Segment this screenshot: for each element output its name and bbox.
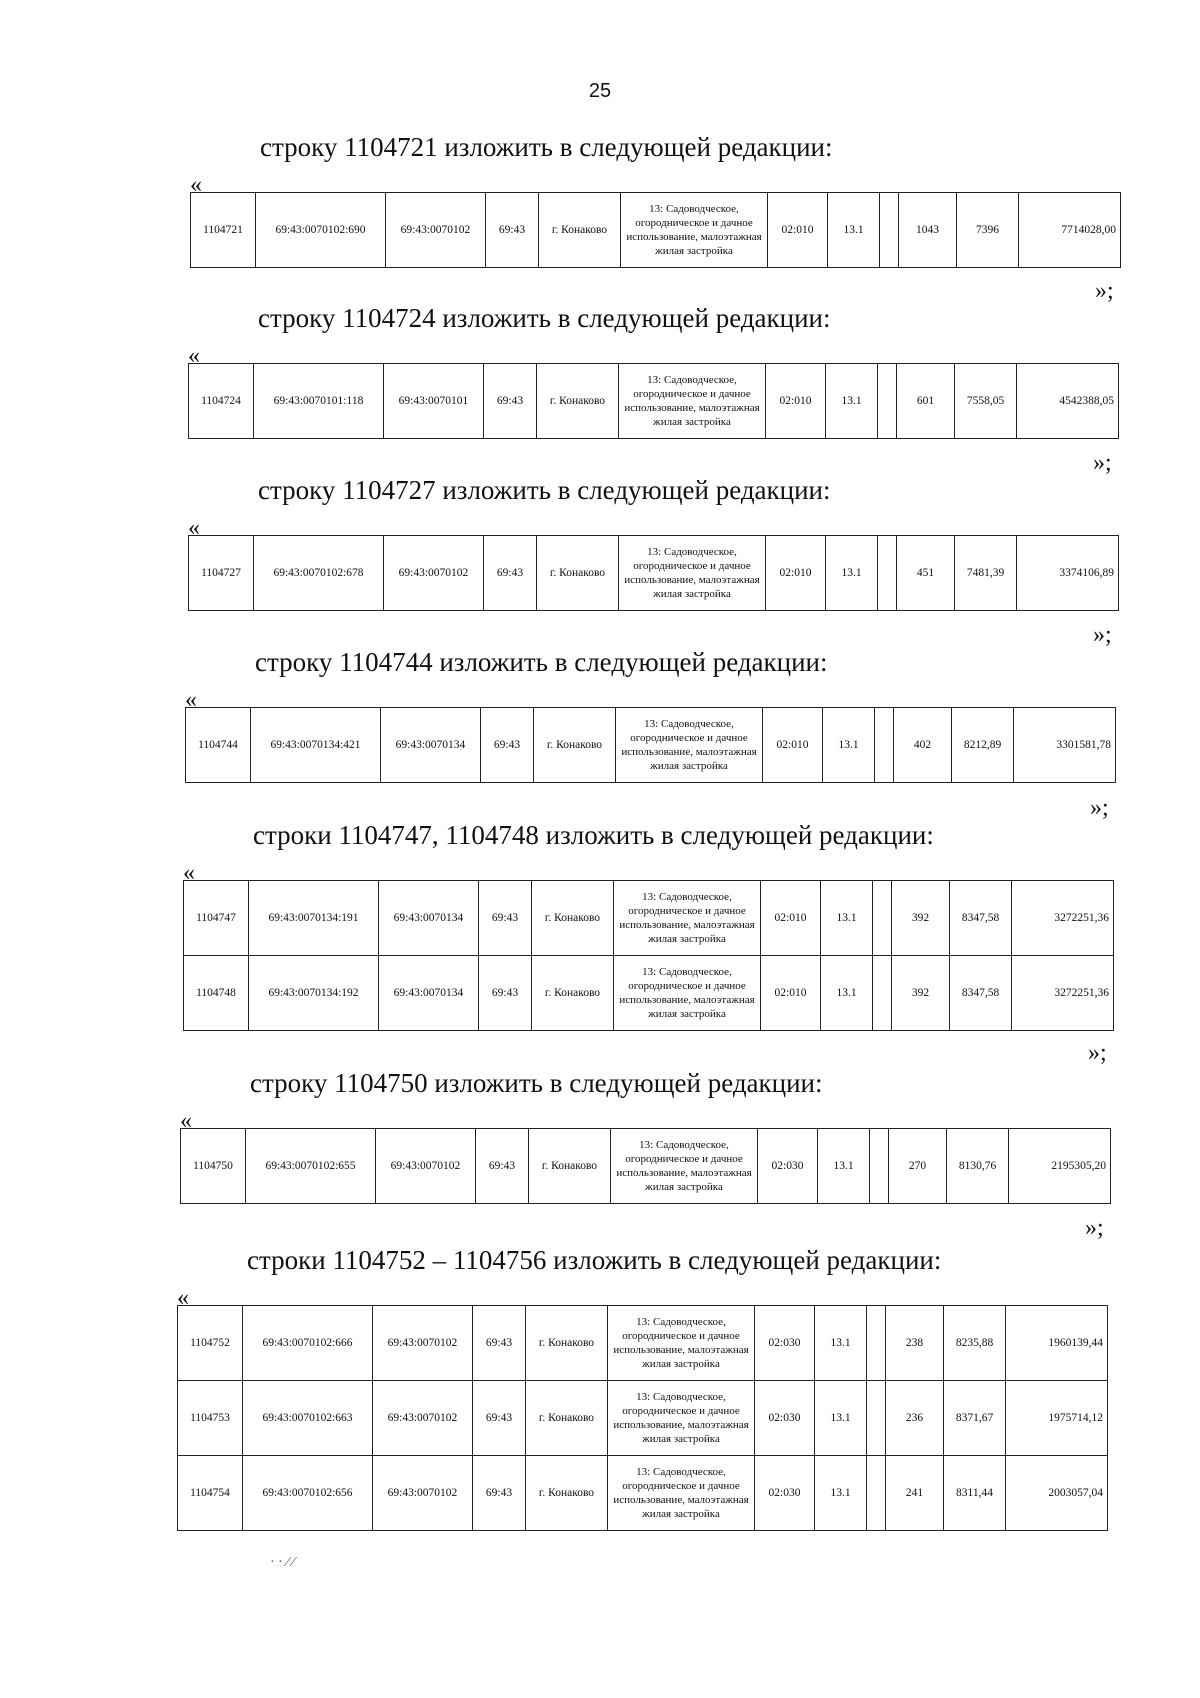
cell-district: 69:43 <box>484 536 537 611</box>
cell-locality: г. Конаково <box>526 1381 608 1456</box>
cell-code: 02:010 <box>768 193 828 268</box>
cell-blank <box>875 708 894 783</box>
cell-cadastral: 69:43:0070102:678 <box>254 536 384 611</box>
open-quote-mark: « <box>177 1285 189 1311</box>
cell-id: 1104753 <box>178 1381 243 1456</box>
cell-blank <box>867 1456 886 1531</box>
section-heading: строки 1104752 – 1104756 изложить в следующей редакции: <box>247 1245 942 1275</box>
cell-district: 69:43 <box>473 1456 526 1531</box>
registry-table <box>188 535 1119 611</box>
cell-usage: 13: Садоводческое, огородническое и дачное использование, малоэтажная жилая застройка <box>611 1129 758 1204</box>
table-row <box>184 881 1114 956</box>
cell-district: 69:43 <box>476 1129 529 1204</box>
cell-value: 3301581,78 <box>1014 708 1116 783</box>
cell-locality: г. Конаково <box>534 708 616 783</box>
cell-quarter: 69:43:0070102 <box>376 1129 476 1204</box>
cell-district: 69:43 <box>484 364 537 439</box>
cell-code: 02:030 <box>758 1129 818 1204</box>
close-quote-mark: »; <box>1090 795 1109 821</box>
cell-rate: 8311,44 <box>944 1456 1006 1531</box>
cell-rate: 7558,05 <box>955 364 1017 439</box>
cell-code: 02:010 <box>766 364 826 439</box>
cell-locality: г. Конаково <box>526 1456 608 1531</box>
cell-cadastral: 69:43:0070102:666 <box>243 1306 373 1381</box>
cell-code: 02:010 <box>761 881 821 956</box>
cell-usage: 13: Садоводческое, огородническое и дачное использование, малоэтажная жилая застройка <box>608 1381 755 1456</box>
section-heading: строку 1104724 изложить в следующей редакции: <box>258 303 831 333</box>
cell-usage: 13: Садоводческое, огородническое и дачное использование, малоэтажная жилая застройка <box>614 956 761 1031</box>
cell-usage: 13: Садоводческое, огородническое и дачное использование, малоэтажная жилая застройка <box>621 193 768 268</box>
cell-id: 1104744 <box>186 708 251 783</box>
cell-area: 1043 <box>899 193 957 268</box>
cell-quarter: 69:43:0070134 <box>381 708 481 783</box>
cell-code: 02:030 <box>755 1306 815 1381</box>
page-number: 25 <box>588 80 612 102</box>
cell-value: 7714028,00 <box>1019 193 1121 268</box>
cell-area: 392 <box>892 881 950 956</box>
cell-group: 13.1 <box>818 1129 870 1204</box>
cell-value: 3374106,89 <box>1017 536 1119 611</box>
section-heading: строки 1104747, 1104748 изложить в следующей редакции: <box>253 820 934 850</box>
cell-quarter: 69:43:0070134 <box>379 881 479 956</box>
cell-id: 1104721 <box>191 193 256 268</box>
cell-rate: 7396 <box>957 193 1019 268</box>
cell-usage: 13: Садоводческое, огородническое и дачное использование, малоэтажная жилая застройка <box>616 708 763 783</box>
open-quote-mark: « <box>188 343 200 369</box>
cell-cadastral: 69:43:0070134:421 <box>251 708 381 783</box>
registry-table <box>185 707 1116 783</box>
registry-table <box>188 363 1119 439</box>
cell-group: 13.1 <box>828 193 880 268</box>
cell-cadastral: 69:43:0070102:656 <box>243 1456 373 1531</box>
table-row <box>178 1456 1108 1531</box>
cell-group: 13.1 <box>815 1456 867 1531</box>
close-quote-mark: »; <box>1088 1040 1107 1066</box>
cell-quarter: 69:43:0070134 <box>379 956 479 1031</box>
table-row <box>178 1306 1108 1381</box>
cell-district: 69:43 <box>481 708 534 783</box>
open-quote-mark: « <box>185 687 197 713</box>
close-quote-mark: »; <box>1085 1215 1104 1241</box>
cell-cadastral: 69:43:0070134:192 <box>249 956 379 1031</box>
section-heading: строку 1104727 изложить в следующей редакции: <box>258 475 831 505</box>
cell-blank <box>880 193 899 268</box>
cell-locality: г. Конаково <box>526 1306 608 1381</box>
cell-group: 13.1 <box>823 708 875 783</box>
cell-quarter: 69:43:0070102 <box>373 1306 473 1381</box>
open-quote-mark: « <box>180 1108 192 1134</box>
cell-blank <box>873 956 892 1031</box>
cell-quarter: 69:43:0070102 <box>373 1381 473 1456</box>
registry-table <box>177 1305 1108 1531</box>
scan-mark: · · ⁄ ⁄ <box>270 1555 295 1570</box>
cell-id: 1104752 <box>178 1306 243 1381</box>
cell-group: 13.1 <box>815 1381 867 1456</box>
cell-locality: г. Конаково <box>539 193 621 268</box>
cell-usage: 13: Садоводческое, огородническое и дачное использование, малоэтажная жилая застройка <box>608 1456 755 1531</box>
cell-blank <box>867 1306 886 1381</box>
cell-area: 241 <box>886 1456 944 1531</box>
close-quote-mark: »; <box>1095 278 1114 304</box>
close-quote-mark: »; <box>1093 450 1112 476</box>
cell-rate: 8347,58 <box>950 881 1012 956</box>
cell-district: 69:43 <box>479 881 532 956</box>
cell-blank <box>867 1381 886 1456</box>
cell-locality: г. Конаково <box>529 1129 611 1204</box>
table-row <box>191 193 1121 268</box>
cell-cadastral: 69:43:0070134:191 <box>249 881 379 956</box>
table-row <box>189 536 1119 611</box>
cell-id: 1104724 <box>189 364 254 439</box>
cell-value: 3272251,36 <box>1012 881 1114 956</box>
cell-id: 1104747 <box>184 881 249 956</box>
registry-table <box>190 192 1121 268</box>
cell-group: 13.1 <box>826 536 878 611</box>
table-row <box>178 1381 1108 1456</box>
cell-id: 1104727 <box>189 536 254 611</box>
cell-district: 69:43 <box>473 1381 526 1456</box>
open-quote-mark: « <box>190 172 202 198</box>
cell-code: 02:010 <box>763 708 823 783</box>
table-row <box>184 956 1114 1031</box>
cell-rate: 8212,89 <box>952 708 1014 783</box>
section-heading: строку 1104721 изложить в следующей редакции: <box>260 132 833 162</box>
section-heading: строку 1104744 изложить в следующей редакции: <box>255 647 828 677</box>
cell-group: 13.1 <box>821 881 873 956</box>
cell-value: 2003057,04 <box>1006 1456 1108 1531</box>
cell-cadastral: 69:43:0070101:118 <box>254 364 384 439</box>
cell-code: 02:010 <box>766 536 826 611</box>
cell-area: 402 <box>894 708 952 783</box>
cell-quarter: 69:43:0070102 <box>386 193 486 268</box>
table-row <box>181 1129 1111 1204</box>
cell-value: 3272251,36 <box>1012 956 1114 1031</box>
close-quote-mark: »; <box>1093 622 1112 648</box>
cell-quarter: 69:43:0070102 <box>373 1456 473 1531</box>
cell-blank <box>870 1129 889 1204</box>
cell-rate: 7481,39 <box>955 536 1017 611</box>
cell-locality: г. Конаково <box>537 536 619 611</box>
cell-value: 4542388,05 <box>1017 364 1119 439</box>
cell-blank <box>878 364 897 439</box>
cell-group: 13.1 <box>826 364 878 439</box>
cell-area: 236 <box>886 1381 944 1456</box>
cell-usage: 13: Садоводческое, огородническое и дачное использование, малоэтажная жилая застройка <box>614 881 761 956</box>
cell-usage: 13: Садоводческое, огородническое и дачное использование, малоэтажная жилая застройка <box>608 1306 755 1381</box>
registry-table <box>180 1128 1111 1204</box>
table-row <box>186 708 1116 783</box>
cell-area: 270 <box>889 1129 947 1204</box>
cell-rate: 8235,88 <box>944 1306 1006 1381</box>
cell-district: 69:43 <box>479 956 532 1031</box>
cell-id: 1104748 <box>184 956 249 1031</box>
cell-code: 02:010 <box>761 956 821 1031</box>
cell-area: 238 <box>886 1306 944 1381</box>
cell-value: 2195305,20 <box>1009 1129 1111 1204</box>
cell-cadastral: 69:43:0070102:690 <box>256 193 386 268</box>
open-quote-mark: « <box>183 860 195 886</box>
cell-code: 02:030 <box>755 1456 815 1531</box>
cell-quarter: 69:43:0070102 <box>384 536 484 611</box>
cell-area: 451 <box>897 536 955 611</box>
cell-rate: 8371,67 <box>944 1381 1006 1456</box>
cell-blank <box>878 536 897 611</box>
cell-id: 1104754 <box>178 1456 243 1531</box>
cell-district: 69:43 <box>473 1306 526 1381</box>
cell-usage: 13: Садоводческое, огородническое и дачное использование, малоэтажная жилая застройка <box>619 364 766 439</box>
cell-rate: 8347,58 <box>950 956 1012 1031</box>
cell-group: 13.1 <box>815 1306 867 1381</box>
cell-value: 1960139,44 <box>1006 1306 1108 1381</box>
cell-rate: 8130,76 <box>947 1129 1009 1204</box>
cell-group: 13.1 <box>821 956 873 1031</box>
cell-value: 1975714,12 <box>1006 1381 1108 1456</box>
cell-area: 601 <box>897 364 955 439</box>
cell-locality: г. Конаково <box>532 956 614 1031</box>
table-row <box>189 364 1119 439</box>
cell-locality: г. Конаково <box>537 364 619 439</box>
cell-quarter: 69:43:0070101 <box>384 364 484 439</box>
cell-id: 1104750 <box>181 1129 246 1204</box>
cell-cadastral: 69:43:0070102:663 <box>243 1381 373 1456</box>
cell-district: 69:43 <box>486 193 539 268</box>
cell-usage: 13: Садоводческое, огородническое и дачное использование, малоэтажная жилая застройка <box>619 536 766 611</box>
open-quote-mark: « <box>188 515 200 541</box>
section-heading: строку 1104750 изложить в следующей редакции: <box>250 1068 823 1098</box>
cell-blank <box>873 881 892 956</box>
registry-table <box>183 880 1114 1031</box>
cell-code: 02:030 <box>755 1381 815 1456</box>
cell-cadastral: 69:43:0070102:655 <box>246 1129 376 1204</box>
cell-locality: г. Конаково <box>532 881 614 956</box>
cell-area: 392 <box>892 956 950 1031</box>
